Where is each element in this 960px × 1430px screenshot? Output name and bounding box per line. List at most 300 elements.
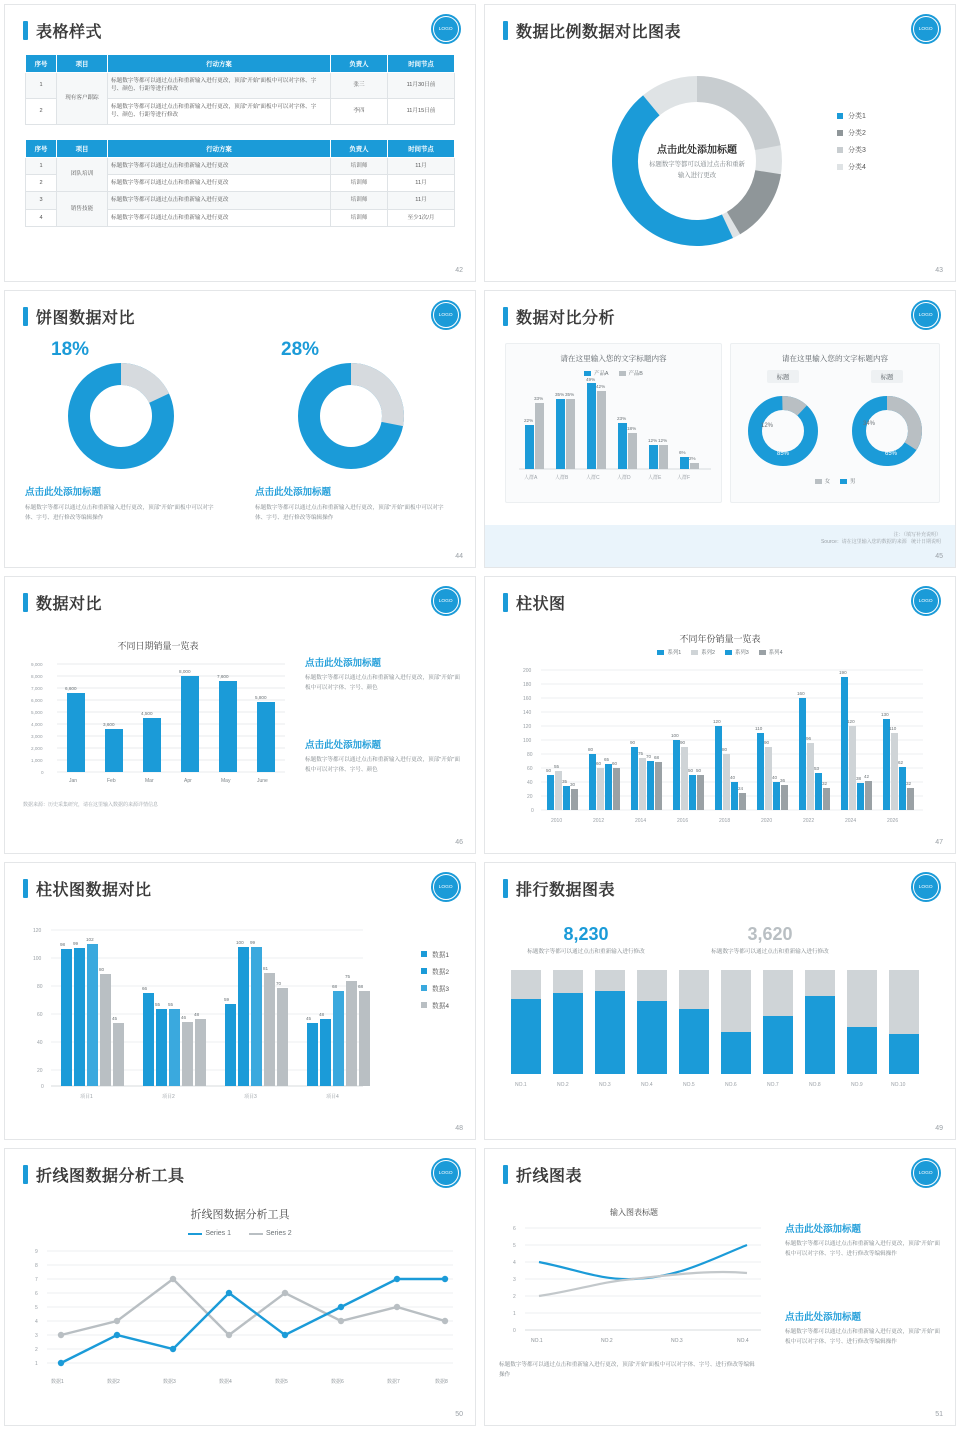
title-accent-bar	[503, 1165, 508, 1184]
chart-legend	[485, 648, 955, 656]
svg-text:Jan: Jan	[69, 778, 78, 784]
legend-item: 数据4	[421, 1000, 449, 1010]
svg-text:36: 36	[780, 778, 786, 783]
svg-text:2024: 2024	[845, 818, 857, 824]
slide-bar-compare	[4, 862, 476, 1140]
svg-text:46: 46	[181, 1015, 187, 1020]
svg-text:NO.4: NO.4	[641, 1081, 653, 1088]
line-chart-area	[499, 1199, 769, 1381]
ranking-chart-svg	[505, 964, 937, 1094]
svg-text:160: 160	[797, 691, 805, 696]
logo-text: LOGO	[439, 884, 453, 890]
svg-text:33%: 33%	[534, 396, 544, 401]
svg-text:6,000: 6,000	[31, 698, 43, 703]
svg-text:40: 40	[772, 775, 778, 780]
svg-text:130: 130	[881, 712, 889, 717]
svg-text:32: 32	[906, 781, 912, 786]
svg-text:22%: 22%	[524, 418, 534, 423]
page-title: 数据对比分析	[516, 310, 616, 327]
product-compare-card	[505, 343, 722, 503]
svg-text:7,000: 7,000	[31, 686, 43, 691]
chart-legend	[731, 477, 939, 485]
svg-text:60: 60	[612, 761, 618, 766]
logo-text: LOGO	[919, 884, 933, 890]
logo-badge	[911, 14, 941, 44]
svg-text:项目2: 项目2	[162, 1094, 175, 1100]
chart-title: 折线图数据分析工具	[190, 1209, 290, 1221]
svg-text:120: 120	[713, 719, 721, 724]
page-number: 50	[455, 1411, 463, 1418]
svg-text:80: 80	[722, 747, 728, 752]
kpi-desc: 标题数字等都可以通过点击和重新输入进行修改	[527, 949, 645, 955]
svg-text:2026: 2026	[887, 818, 899, 824]
page-title: 饼图数据对比	[36, 310, 136, 327]
slide-ratio-donut	[484, 4, 956, 282]
svg-text:100: 100	[671, 733, 679, 738]
legend-item: 男	[840, 477, 855, 485]
logo-badge	[431, 300, 461, 330]
svg-text:5,800: 5,800	[255, 695, 267, 700]
donut-svg	[281, 357, 421, 475]
svg-text:50: 50	[688, 768, 694, 773]
logo-badge	[911, 300, 941, 330]
card-title: 请在这里输入您的文字标题内容	[781, 354, 889, 363]
th-plan: 行动方案	[108, 55, 331, 73]
svg-text:3: 3	[35, 1333, 38, 1339]
svg-text:99: 99	[73, 941, 79, 946]
title-accent-bar	[23, 593, 28, 612]
legend-item: 女	[815, 477, 830, 485]
svg-text:数据2: 数据2	[107, 1379, 120, 1385]
ratio-donut-chart	[597, 61, 797, 266]
svg-text:3: 3	[513, 1277, 516, 1283]
svg-text:40: 40	[37, 1040, 43, 1046]
donut-labels: 标题 标题	[731, 370, 939, 383]
svg-text:4,500: 4,500	[141, 711, 153, 716]
page-title: 折线图数据分析工具	[36, 1168, 185, 1185]
svg-text:2012: 2012	[593, 818, 605, 824]
svg-text:50: 50	[696, 768, 702, 773]
svg-text:100: 100	[236, 940, 244, 945]
sub-title: 点击此处添加标题	[305, 740, 382, 751]
gender-donuts	[731, 389, 939, 473]
page-title: 柱状图数据对比	[36, 882, 152, 899]
slide-line-tool	[4, 1148, 476, 1426]
svg-text:6%: 6%	[679, 450, 686, 455]
svg-text:38: 38	[856, 776, 862, 781]
bar-chart-svg	[23, 652, 291, 792]
donut-legend	[837, 111, 866, 179]
svg-text:12%: 12%	[761, 423, 774, 429]
svg-text:5,000: 5,000	[31, 710, 43, 715]
page-title: 数据对比	[36, 596, 103, 613]
logo-badge	[431, 14, 461, 44]
logo-text: LOGO	[919, 1170, 933, 1176]
svg-text:May: May	[221, 778, 231, 784]
legend-item: Series 1	[188, 1230, 231, 1237]
svg-text:120: 120	[33, 928, 42, 934]
table-row: 2 标题数字等都可以通过点击和重新输入进行更改 培训师 11月	[26, 174, 455, 191]
page-number: 44	[455, 553, 463, 560]
svg-text:59: 59	[224, 997, 230, 1002]
donut-center-label	[597, 61, 797, 261]
logo-badge	[911, 872, 941, 902]
svg-text:99: 99	[250, 940, 256, 945]
grouped-bar-chart-svg	[511, 660, 931, 835]
table-row: 1 团队培训 标题数字等都可以通过点击和重新输入进行更改 培训师 11月	[26, 157, 455, 174]
svg-text:2014: 2014	[635, 818, 647, 824]
svg-text:数据5: 数据5	[275, 1379, 288, 1385]
svg-text:23%: 23%	[617, 416, 627, 421]
logo-text: LOGO	[919, 26, 933, 32]
svg-text:8: 8	[35, 1263, 38, 1269]
svg-text:8,000: 8,000	[179, 669, 191, 674]
svg-text:NO.7: NO.7	[767, 1081, 779, 1088]
page-number: 46	[455, 839, 463, 846]
svg-text:80: 80	[99, 967, 105, 972]
svg-text:140: 140	[523, 710, 532, 716]
page-number: 49	[935, 1125, 943, 1132]
svg-text:2020: 2020	[761, 818, 773, 824]
svg-text:12%: 12%	[648, 438, 658, 443]
legend-item: 系列3	[725, 648, 749, 656]
svg-text:35: 35	[562, 779, 568, 784]
svg-text:1,000: 1,000	[31, 758, 43, 763]
svg-text:100: 100	[523, 738, 532, 744]
svg-text:40: 40	[730, 775, 736, 780]
svg-text:110: 110	[755, 726, 763, 731]
svg-text:110: 110	[889, 726, 897, 731]
svg-text:55: 55	[168, 1002, 174, 1007]
svg-text:20: 20	[37, 1068, 43, 1074]
svg-text:NO.3: NO.3	[671, 1338, 683, 1344]
svg-text:68: 68	[358, 984, 364, 989]
svg-text:NO.9: NO.9	[851, 1081, 863, 1088]
logo-text: LOGO	[439, 1170, 453, 1176]
svg-text:68: 68	[654, 755, 660, 760]
body-text: 标题数字等都可以通过点击和重新输入进行更改，顶部"开始"面板中可以对字体、字号、进行修改等编辑操作	[785, 1329, 941, 1345]
svg-text:32: 32	[822, 781, 828, 786]
title-accent-bar	[503, 307, 508, 326]
svg-text:NO.2: NO.2	[601, 1338, 613, 1344]
text-block-2	[305, 737, 460, 776]
svg-text:48: 48	[194, 1012, 200, 1017]
body-text: 标题数字等都可以通过点击和重新输入进行更改，顶部"开始"面板中可以对字体、字号、进行修改等编辑操作	[25, 505, 214, 521]
svg-text:人群A: 人群A	[524, 475, 538, 481]
logo-text: LOGO	[919, 312, 933, 318]
svg-text:2: 2	[35, 1347, 38, 1353]
action-table-2	[25, 139, 455, 228]
svg-text:0: 0	[513, 1328, 516, 1334]
svg-text:80: 80	[588, 747, 594, 752]
text-block-1	[785, 1221, 940, 1260]
svg-text:2%: 2%	[689, 456, 696, 461]
svg-text:数据4: 数据4	[219, 1379, 232, 1385]
svg-text:2: 2	[513, 1294, 516, 1300]
svg-text:42%: 42%	[596, 384, 606, 389]
svg-text:20: 20	[527, 794, 533, 800]
svg-text:NO.6: NO.6	[725, 1081, 737, 1088]
logo-badge	[431, 872, 461, 902]
body-text: 标题数字等都可以通过点击和重新输入进行更改，顶部"开始"面板中可以对字体、字号、进行修改等编辑操作	[255, 505, 444, 521]
svg-text:160: 160	[523, 696, 532, 702]
svg-text:NO.5: NO.5	[683, 1081, 695, 1088]
svg-text:90: 90	[680, 740, 686, 745]
legend-item: 产品B	[619, 369, 643, 377]
sub-title: 点击此处添加标题	[785, 1224, 862, 1235]
svg-text:12%: 12%	[658, 438, 668, 443]
svg-text:45: 45	[112, 1016, 118, 1021]
svg-text:49%: 49%	[586, 377, 596, 382]
chart-legend	[506, 369, 721, 377]
svg-text:180: 180	[523, 682, 532, 688]
svg-text:NO.1: NO.1	[531, 1338, 543, 1344]
title-accent-bar	[23, 879, 28, 898]
slide-bar-chart	[484, 576, 956, 854]
svg-text:60: 60	[596, 761, 602, 766]
svg-text:90: 90	[764, 740, 770, 745]
svg-text:项目1: 项目1	[80, 1094, 93, 1100]
action-table-1	[25, 54, 455, 125]
svg-text:65%: 65%	[885, 451, 898, 457]
donut-svg	[51, 357, 191, 475]
svg-text:Apr: Apr	[184, 778, 192, 784]
svg-text:6: 6	[513, 1226, 516, 1232]
svg-text:40: 40	[527, 780, 533, 786]
title-accent-bar	[23, 21, 28, 40]
svg-text:120: 120	[523, 724, 532, 730]
svg-text:102: 102	[86, 937, 94, 942]
svg-text:34%: 34%	[863, 421, 876, 427]
kpi-value: 8,230	[563, 924, 609, 944]
svg-text:项目4: 项目4	[326, 1094, 339, 1100]
page-number: 51	[935, 1411, 943, 1418]
svg-text:50: 50	[546, 768, 552, 773]
kpi-card-1	[511, 924, 661, 958]
percent-label: 18%	[51, 339, 90, 360]
body-text: 标题数字等都可以通过点击和重新输入进行更改，顶部"开始"面板中可以对字体、字号、进行修改等编辑操作	[785, 1241, 941, 1257]
th-item: 项目	[57, 55, 108, 73]
sub-title: 点击此处添加标题	[255, 487, 332, 498]
svg-text:100: 100	[33, 956, 42, 962]
th-index: 序号	[26, 55, 57, 73]
svg-text:96: 96	[806, 736, 812, 741]
title-accent-bar	[503, 593, 508, 612]
svg-text:200: 200	[523, 668, 532, 674]
title-accent-bar	[503, 879, 508, 898]
page-title: 折线图表	[516, 1168, 583, 1185]
chart-legend	[421, 949, 449, 1017]
slide-title	[5, 5, 475, 42]
logo-badge	[911, 586, 941, 616]
svg-text:45: 45	[306, 1016, 312, 1021]
svg-text:3,000: 3,000	[31, 734, 43, 739]
title-accent-bar	[23, 1165, 28, 1184]
svg-text:24: 24	[738, 786, 744, 791]
svg-text:75: 75	[345, 974, 351, 979]
svg-text:2022: 2022	[803, 818, 815, 824]
logo-badge	[431, 586, 461, 616]
svg-text:65: 65	[604, 757, 610, 762]
svg-text:2018: 2018	[719, 818, 731, 824]
text-block-2	[785, 1309, 940, 1348]
svg-text:8,000: 8,000	[31, 674, 43, 679]
logo-badge	[911, 1158, 941, 1188]
chart-legend	[5, 1230, 475, 1237]
table-row: 2 标题数字等都可以通过点击和重新输入进行更改，顶部"开始"面板中可以对字体、字号、颜色、行距等进行修改 李四 11月15日前	[26, 98, 455, 124]
legend-item: 系列1	[657, 648, 681, 656]
table-header-row	[26, 55, 455, 73]
svg-text:80: 80	[37, 984, 43, 990]
svg-text:90: 90	[630, 740, 636, 745]
title-accent-bar	[23, 307, 28, 326]
svg-text:June: June	[257, 778, 268, 784]
table-row: 3 销售技能 标题数字等都可以通过点击和重新输入进行更改 培训师 11月	[26, 192, 455, 209]
svg-text:80: 80	[527, 752, 533, 758]
svg-text:0: 0	[531, 808, 534, 814]
monthly-sales-chart	[23, 631, 293, 808]
chart-title: 不同年份销量一览表	[679, 634, 761, 644]
legend-item: 数据1	[421, 949, 449, 959]
line-chart-svg	[21, 1243, 461, 1393]
page-number: 42	[455, 267, 463, 274]
svg-text:190: 190	[839, 670, 847, 675]
kpi-card-2	[695, 924, 845, 958]
page-number: 43	[935, 267, 943, 274]
donut-svg	[741, 389, 825, 473]
page-title: 数据比例数据对比图表	[516, 24, 682, 41]
slide-pie-compare	[4, 290, 476, 568]
svg-text:5: 5	[35, 1305, 38, 1311]
svg-text:4: 4	[35, 1319, 38, 1325]
kpi-desc: 标题数字等都可以通过点击和重新输入进行修改	[711, 949, 829, 955]
svg-text:数据3: 数据3	[163, 1379, 176, 1385]
svg-text:7,600: 7,600	[217, 674, 229, 679]
body-text: 标题数字等都可以通过点击和重新输入进行更改，顶部"开始"面板中可以对字体、字号、颜色	[305, 675, 461, 691]
svg-text:55: 55	[554, 764, 560, 769]
page-number: 48	[455, 1125, 463, 1132]
page-title: 柱状图	[516, 596, 566, 613]
svg-text:35%: 35%	[565, 392, 575, 397]
logo-badge	[431, 1158, 461, 1188]
svg-text:85%: 85%	[777, 451, 790, 457]
pie-block-2	[255, 339, 455, 524]
logo-text: LOGO	[439, 312, 453, 318]
th-owner: 负责人	[331, 55, 388, 73]
svg-text:62: 62	[898, 760, 904, 765]
table-header-row: 序号 项目 行动方案 负责人 时间节点	[26, 139, 455, 157]
gender-compare-card	[730, 343, 940, 503]
title-accent-bar	[503, 21, 508, 40]
svg-text:Feb: Feb	[107, 778, 116, 784]
slide-data-compare	[4, 576, 476, 854]
donut-center-title: 点击此处添加标题	[657, 144, 737, 156]
svg-text:NO.1: NO.1	[515, 1081, 527, 1088]
table-row: 1 现有客户跟踪 标题数字等都可以通过点击和重新输入进行更改，顶部"开始"面板中可以对字体、字号、颜色、行距等进行修改 张三 11月30日前	[26, 73, 455, 99]
legend-item: 分类2	[837, 128, 866, 138]
svg-text:NO.3: NO.3	[599, 1081, 611, 1088]
svg-text:7: 7	[35, 1277, 38, 1283]
legend-item: Series 2	[249, 1230, 292, 1237]
page-number: 47	[935, 839, 943, 846]
logo-text: LOGO	[439, 598, 453, 604]
svg-text:NO.10: NO.10	[891, 1081, 906, 1088]
svg-text:35%: 35%	[555, 392, 565, 397]
svg-text:0: 0	[41, 1084, 44, 1090]
svg-text:人群D: 人群D	[617, 475, 631, 481]
svg-text:2016: 2016	[677, 818, 689, 824]
svg-text:48: 48	[319, 1012, 325, 1017]
page-title: 排行数据图表	[516, 882, 616, 899]
svg-text:NO.8: NO.8	[809, 1081, 821, 1088]
page-title: 表格样式	[36, 24, 103, 41]
source-notes: 注：（填写补充说明） Source：请在这里输入您的数据的来源 统计日期说明	[820, 532, 941, 545]
slide-line-chart	[484, 1148, 956, 1426]
slide-data-compare-analysis	[484, 290, 956, 568]
legend-item: 分类1	[837, 111, 866, 121]
logo-text: LOGO	[439, 26, 453, 32]
svg-text:81: 81	[263, 966, 269, 971]
svg-text:项目3: 项目3	[244, 1094, 257, 1100]
svg-text:66: 66	[142, 986, 148, 991]
svg-text:120: 120	[847, 719, 855, 724]
chart-footnote: 数据来源：历史采集研究，请在这里输入数据的来源详情信息	[23, 802, 159, 808]
svg-text:9: 9	[35, 1249, 38, 1255]
svg-text:9,000: 9,000	[31, 662, 43, 667]
svg-text:人群C: 人群C	[586, 475, 600, 481]
legend-item: 分类3	[837, 145, 866, 155]
legend-item: 系列4	[759, 648, 783, 656]
svg-text:75: 75	[638, 751, 644, 756]
donut-svg	[845, 389, 929, 473]
line-chart-svg	[499, 1218, 767, 1350]
svg-text:5: 5	[513, 1243, 516, 1249]
svg-text:数据1: 数据1	[51, 1379, 64, 1385]
svg-text:2,000: 2,000	[31, 746, 43, 751]
legend-item: 产品A	[584, 369, 608, 377]
slide-ranking	[484, 862, 956, 1140]
svg-text:53: 53	[814, 766, 820, 771]
svg-text:3,600: 3,600	[103, 722, 115, 727]
svg-text:NO.2: NO.2	[557, 1081, 569, 1088]
svg-text:人群E: 人群E	[648, 475, 662, 481]
page-number: 45	[935, 553, 943, 560]
svg-text:人群B: 人群B	[555, 475, 569, 481]
grouped-bar-chart	[511, 377, 716, 489]
sub-title: 点击此处添加标题	[305, 658, 382, 669]
svg-text:1: 1	[513, 1311, 516, 1317]
chart-title: 不同日期销量一览表	[117, 641, 199, 651]
svg-text:4: 4	[513, 1260, 516, 1266]
chart-title: 输入图表标题	[610, 1208, 658, 1217]
svg-text:68: 68	[332, 984, 338, 989]
legend-item: 系列2	[691, 648, 715, 656]
svg-text:60: 60	[37, 1012, 43, 1018]
svg-text:数据7: 数据7	[387, 1379, 400, 1385]
svg-text:60: 60	[527, 766, 533, 772]
percent-label: 28%	[281, 339, 320, 360]
svg-text:4,000: 4,000	[31, 722, 43, 727]
svg-text:6,600: 6,600	[65, 686, 77, 691]
kpi-row	[511, 924, 955, 958]
legend-item: 数据3	[421, 983, 449, 993]
logo-text: LOGO	[919, 598, 933, 604]
legend-item: 数据2	[421, 966, 449, 976]
svg-text:30: 30	[570, 782, 576, 787]
svg-text:98: 98	[60, 942, 66, 947]
body-text: 标题数字等都可以通过点击和重新输入进行更改，顶部"开始"面板中可以对字体、字号、颜色	[305, 757, 461, 773]
svg-text:数据8: 数据8	[435, 1379, 448, 1385]
